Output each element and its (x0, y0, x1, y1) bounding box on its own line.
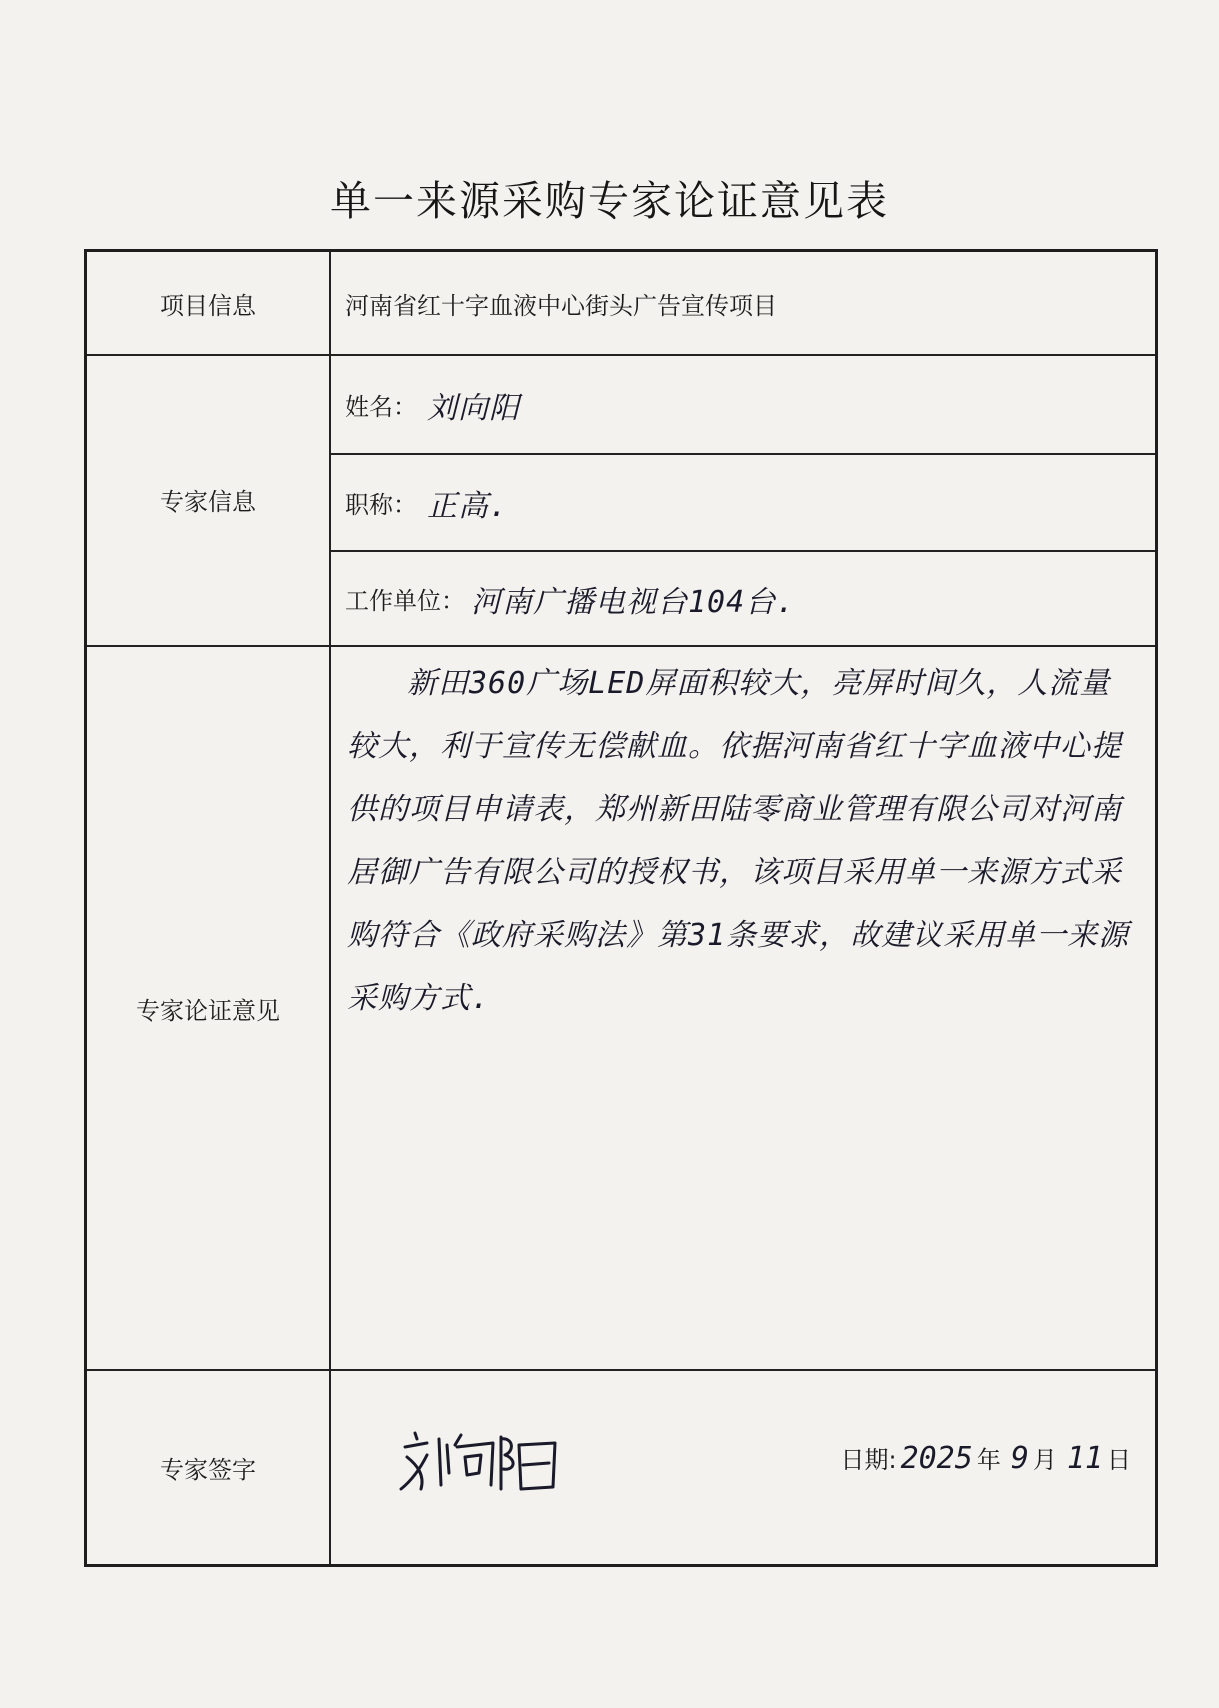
date-label: 日期: (840, 1446, 897, 1474)
title-label: 职称： (345, 491, 417, 519)
expert-name-field (345, 356, 520, 453)
expert-opinion-text: 新田360广场LED屏面积较大，亮屏时间久，人流量较大，利于宣传无偿献血。依据河南省红十字血液中心提供的项目申请表，郑州新田陆零商业管理有限公司对河南居御广告有限公司的授权书，该项目采用单一来源方式采购符合《政府采购法》第31条要求，故建议采用单一来源采购方式. (347, 666, 1130, 1016)
unit-label: 工作单位： (345, 587, 465, 615)
date-day: 11 (1066, 1441, 1103, 1476)
name-value: 刘向阳 (427, 390, 520, 426)
day-unit: 日 (1107, 1446, 1131, 1474)
expert-title-field (345, 455, 508, 550)
form-title: 单一来源采购专家论证意见表 (330, 177, 889, 225)
column-divider (329, 252, 331, 1564)
expert-opinion-label: 专家论证意见 (136, 996, 280, 1025)
date-year: 2025 (900, 1441, 973, 1476)
expert-info-label: 专家信息 (160, 488, 256, 516)
year-unit: 年 (976, 1446, 1001, 1474)
unit-value: 河南广播电视台104台. (471, 584, 796, 620)
date-month: 9 (1010, 1441, 1029, 1476)
signature-label: 专家签字 (160, 1456, 256, 1484)
expert-opinion-form (84, 249, 1158, 1567)
expert-unit-field (345, 552, 795, 645)
month-unit: 月 (1032, 1446, 1057, 1474)
svg-text:刘向阳: 刘向阳 (397, 1499, 400, 1500)
project-name: 河南省红十字血液中心街头广告宣传项目 (345, 291, 777, 320)
date-area (840, 1440, 1137, 1476)
title-value: 正高. (427, 488, 509, 524)
handwritten-signature (397, 1425, 567, 1500)
project-info-label: 项目信息 (160, 291, 256, 320)
name-label: 姓名： (345, 393, 417, 421)
